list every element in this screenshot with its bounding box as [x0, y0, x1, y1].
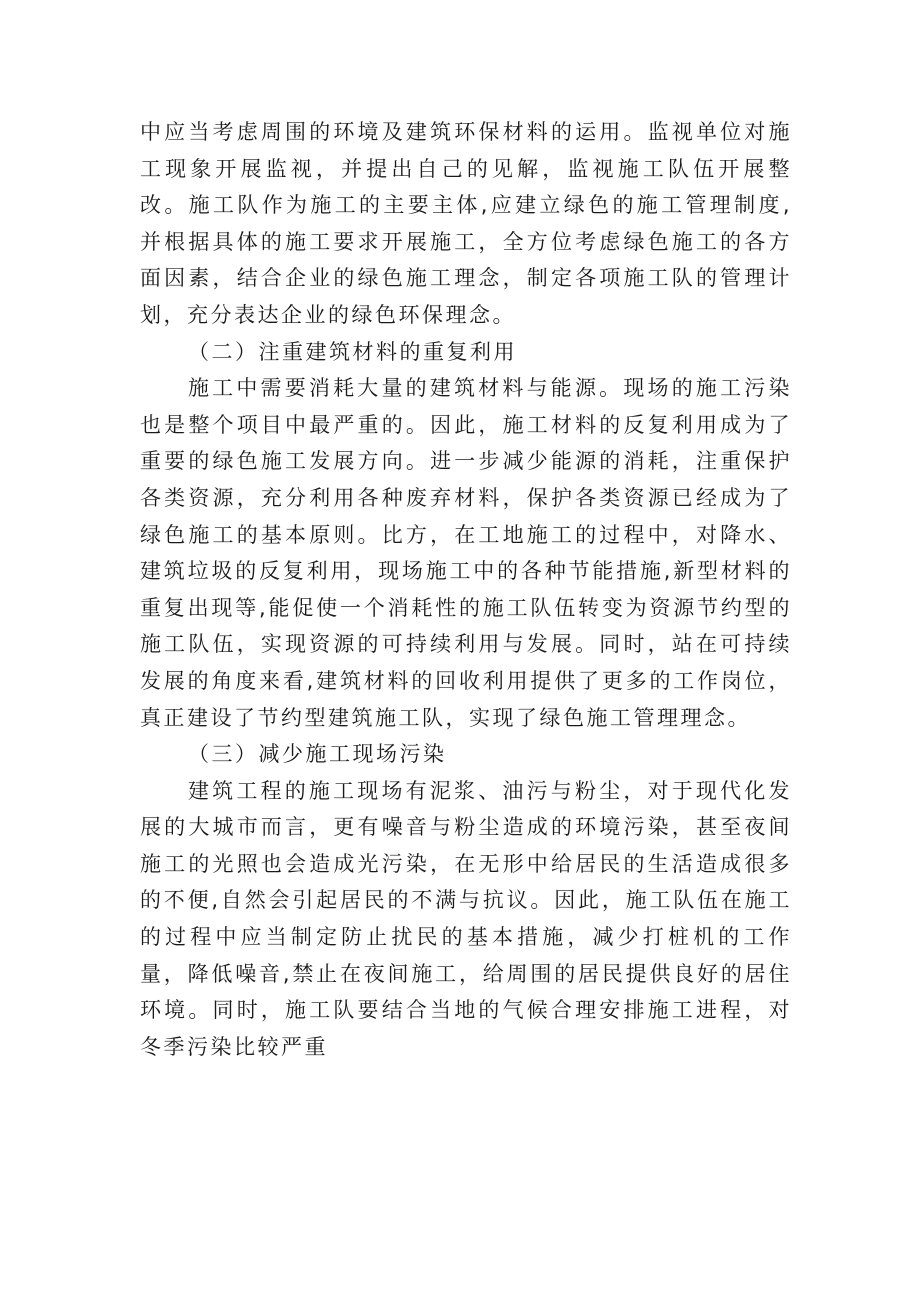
section-heading-3: （三）减少施工现场污染 [188, 742, 447, 767]
document-body [140, 114, 792, 1065]
section-heading-2: （二）注重建筑材料的重复利用 [188, 339, 517, 364]
paragraph-continued: 中应当考虑周围的环境及建筑环保材料的运用。监视单位对施工现象开展监视，并提出自己的见解，监视施工队伍开展整改。施工队作为施工的主要主体,应建立绿色的施工管理制度,并根据具体的施工要求开展施工，全方位考虑绿色施工的各方面因素，结合企业的绿色施工理念，制定各项施工队的管理计划，充分表达企业的绿色环保理念。 [140, 120, 792, 327]
paragraph-material-reuse: 施工中需要消耗大量的建筑材料与能源。现场的施工污染也是整个项目中最严重的。因此，施工材料的反复利用成为了重要的绿色施工发展方向。进一步减少能源的消耗，注重保护各类资源，充分利用各种废弃材料，保护各类资源已经成为了绿色施工的基本原则。比方，在工地施工的过程中，对降水、建筑垃圾的反复利用，现场施工中的各种节能措施,新型材料的重复出现等,能促使一个消耗性的施工队伍转变为资源节约型的施工队伍，实现资源的可持续利用与发展。同时，站在可持续发展的角度来看,建筑材料的回收利用提供了更多的工作岗位，真正建设了节约型建筑施工队，实现了绿色施工管理理念。 [140, 376, 792, 730]
paragraph-pollution: 建筑工程的施工现场有泥浆、油污与粉尘，对于现代化发展的大城市而言，更有噪音与粉尘造成的环境污染，甚至夜间施工的光照也会造成光污染，在无形中给居民的生活造成很多的不便,自然会引起居民的不满与抗议。因此，施工队伍在施工的过程中应当制定防止扰民的基本措施，减少打桩机的工作量，降低噪音,禁止在夜间施工，给周围的居民提供良好的居住环境。同时，施工队要结合当地的气候合理安排施工进程，对冬季污染比较严重 [140, 778, 792, 1059]
